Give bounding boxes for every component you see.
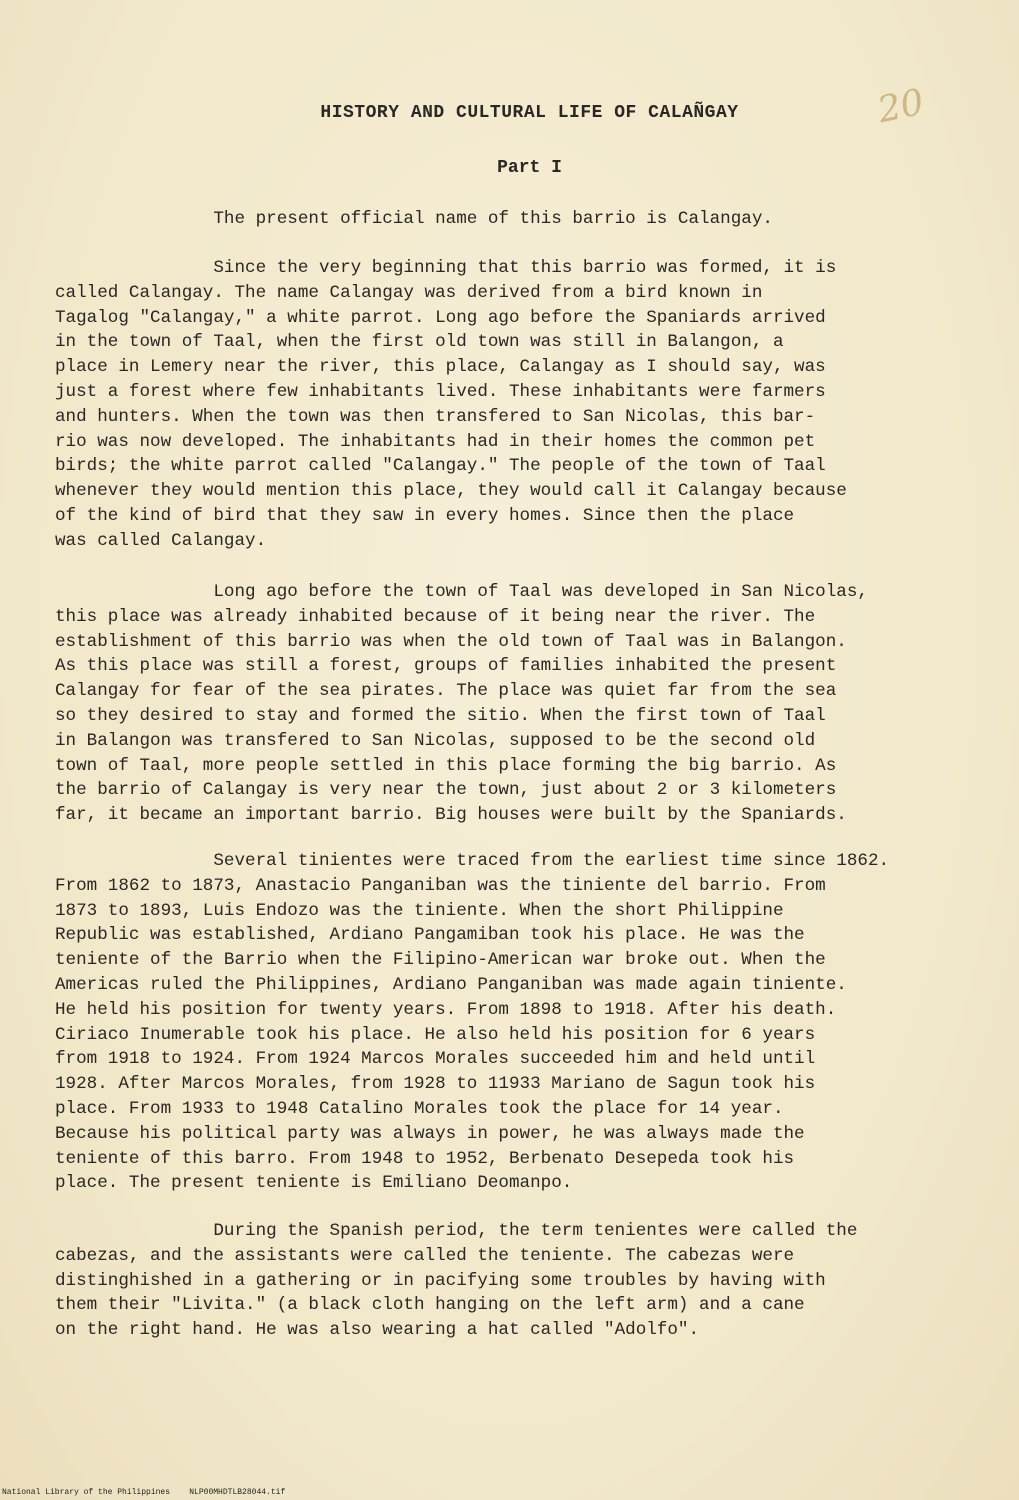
part-heading: Part I [497,158,562,178]
document-title: HISTORY AND CULTURAL LIFE OF CALAÑGAY [320,103,739,123]
handwritten-page-number: 20 [874,81,928,132]
scan-footer [2,1488,285,1498]
paragraph-establishment: Long ago before the town of Taal was developed in San Nicolas, this place was already inhabited because of it being near the river. The establishment of this barrio was when the old town of Taal was in Balangon. As this place was still a forest, groups of families inhabited the present Calangay for fear of the sea pirates. The place was quiet far from the sea so they desired to stay and formed the sitio. When the first town of Taal in Balangon was transfered to San Nicolas, supposed to be the second old town of Taal, more people settled in this place forming the big barrio. As the barrio of Calangay is very near the town, just about 2 or 3 kilometers far, it became an important barrio. Big houses were built by the Spaniards. [55,582,868,826]
paragraph-spanish-period: During the Spanish period, the term tenientes were called the cabezas, and the assistants were called the teniente. The cabezas were distinghished in a gathering or in pacifying some troubles by having with them their "Livita." (a black cloth hanging on the left arm) and a cane on the right hand. He was also wearing a hat called "Adolfo". [55,1221,858,1341]
paragraph-official-name: The present official name of this barrio is Calangay. [55,209,773,229]
footer-filename: NLP00MHDTLB28044.tif [189,1488,286,1497]
paragraph-tinientes: Several tinientes were traced from the earliest time since 1862. From 1862 to 1873, Anastacio Panganiban was the tiniente del barrio. From 1873 to 1893, Luis Endozo was the tiniente. When the short Philippine Republic was established, Ardiano Pangamiban took his place. He was the teniente of the Barrio when the Filipino-American war broke out. When the Americas ruled the Philippines, Ardiano Panganiban was made again tiniente. He held his position for twenty years. From 1898 to 1918. After his death. Ciriaco Inumerable took his place. He also held his position for 6 years from 1918 to 1924. From 1924 Marcos Morales succeeded him and held until 1928. After Marcos Morales, from 1928 to 11933 Mariano de Sagun took his place. From 1933 to 1948 Catalino Morales took the place for 14 year. Because his political party was always in power, he was always made the teniente of this barro. From 1948 to 1952, Berbenato Desepeda took his place. The present teniente is Emiliano Deomanpo. [55,851,890,1194]
paragraph-name-origin: Since the very beginning that this barrio was formed, it is called Calangay. The name Calangay was derived from a bird known in Tagalog "Calangay," a white parrot. Long ago before the Spaniards arrived in the town of Taal, when the first old town was still in Balangon, a place in Lemery near the river, this place, Calangay as I should say, was just a forest where few inhabitants lived. These inhabitants were farmers and hunters. When the town was then transfered to San Nicolas, this bar- rio was now developed. The inhabitants had in their homes the common pet birds; the white parrot called "Calangay." The people of the town of Taal whenever they would mention this place, they would call it Calangay because of the kind of bird that they saw in every homes. Since then the place was called Calangay. [55,258,847,551]
footer-source: National Library of the Philippines [2,1488,171,1497]
